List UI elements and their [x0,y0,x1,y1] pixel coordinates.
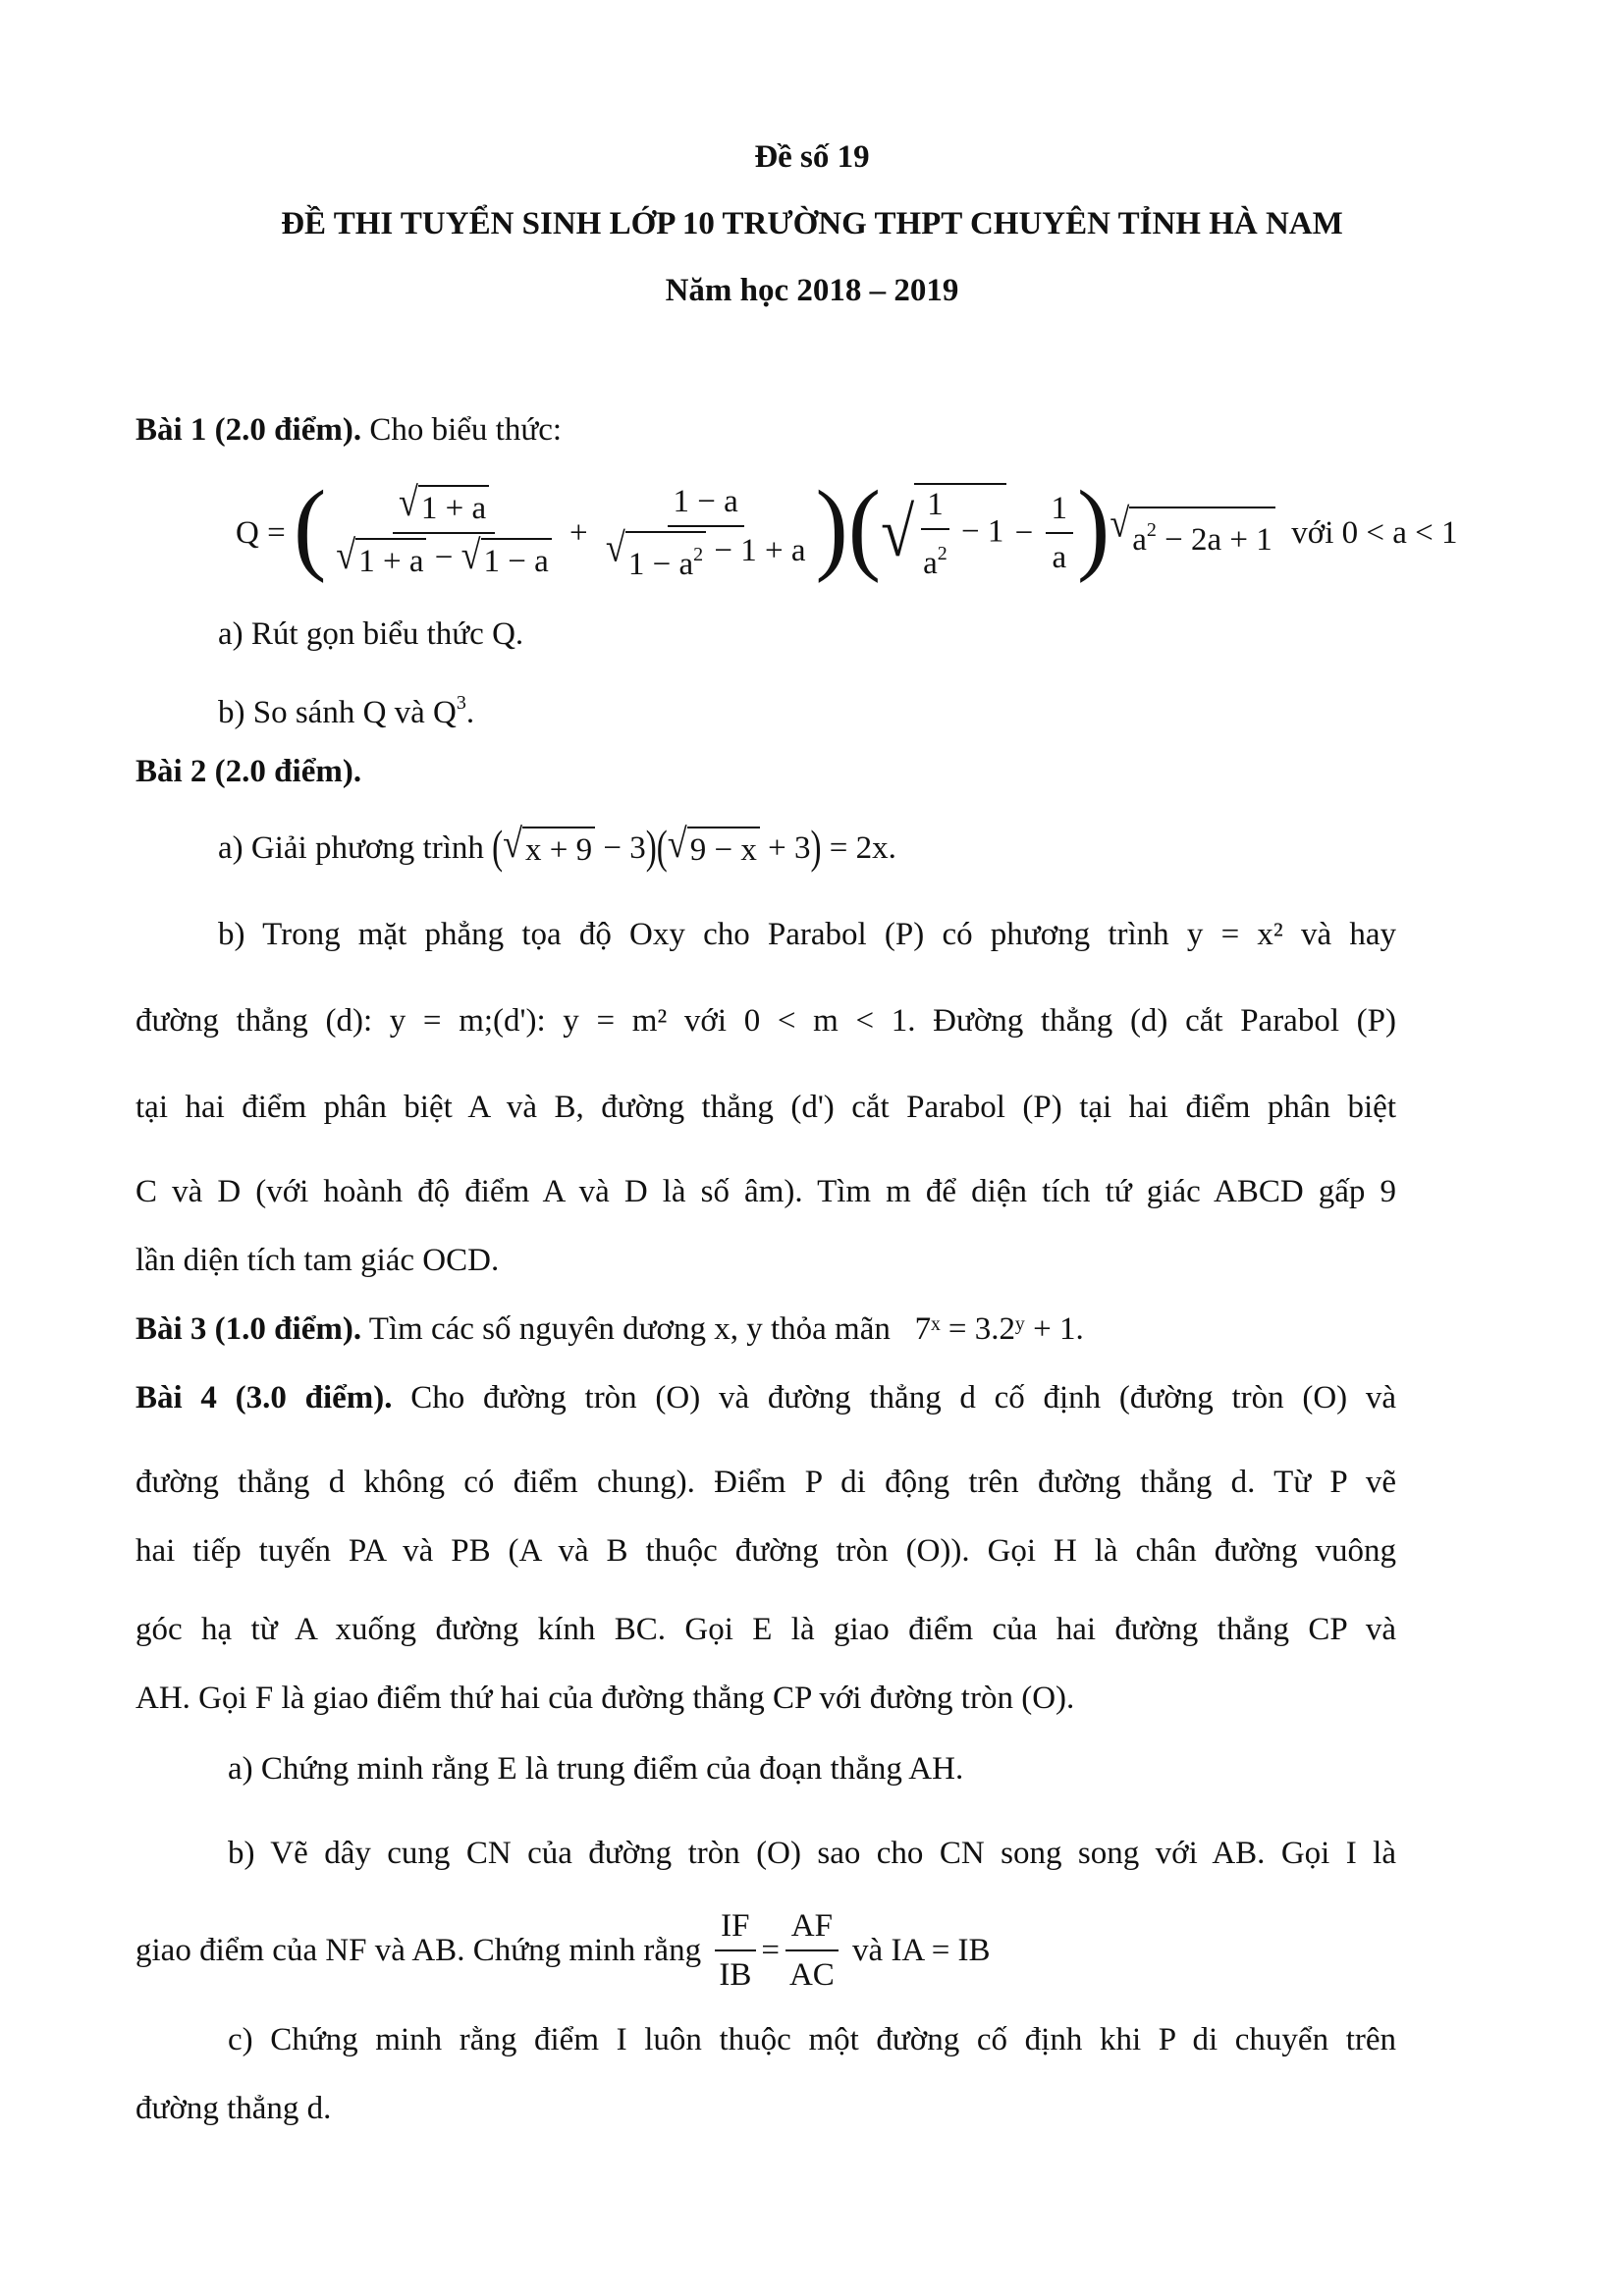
bai4-line5: AH. Gọi F là giao điểm thứ hai của đường thẳng CP với đường tròn (O). [135,1681,1075,1716]
school-year: Năm học 2018 – 2019 [665,273,959,308]
bai4-line3: hai tiếp tuyến PA và PB (A và B thuộc đường tròn (O)). Gọi H là chân đường vuông [135,1533,1396,1569]
exam-title: ĐỀ THI TUYỂN SINH LỚP 10 TRƯỜNG THPT CHUYÊN TỈNH HÀ NAM [281,206,1343,241]
bai1-part-b-end: . [465,695,475,730]
frac-if-ib [713,1906,757,1995]
q-frac-1: √ 1 + a √ 1 + a − √ 1 − a [330,485,558,581]
bai2-part-b-line4: C và D (với hoành độ điểm A và D là số âm). Tìm m để diện tích tứ giác ABCD gấp 9 [135,1174,1396,1209]
bai4-part-b-end: và IA = IB [852,1933,991,1968]
q-frac-2: 1 − a √ $1 - a^2$ − 1 + a [605,484,806,582]
bai3-text: Tìm các số nguyên dương x, y thỏa mãn [368,1311,891,1347]
bai1-heading-line [135,410,562,450]
bai1-heading: Bài 1 (2.0 điểm). [135,412,362,448]
frac1-num: IF [715,1906,755,1951]
bai4-l1-text: Cho đường tròn (O) và đường thẳng d cố định (đường tròn (O) và [410,1380,1397,1415]
bai4-line2: đường thẳng d không có điểm chung). Điểm P di động trên đường thẳng d. Từ P vẽ [135,1465,1396,1500]
bai1-part-b-sup: 3 [456,692,466,714]
bai1-intro: Cho biểu thức: [369,412,563,448]
bai4-part-b-l2-text: giao điểm của NF và AB. Chứng minh rằng [135,1933,702,1968]
bai2-part-b-line1: b) Trong mặt phẳng tọa độ Oxy cho Parabol (P) có phương trình y = x² và hay [218,917,1396,952]
bai2-part-b-line3: tại hai điểm phân biệt A và B, đường thẳng (d') cắt Parabol (P) tại hai điểm phân biệt [135,1090,1396,1125]
bai4-part-c-line1: c) Chứng minh rằng điểm I luôn thuộc một đường cố định khi P di chuyển trên [228,2022,1396,2057]
frac1-den: IB [719,1957,752,1993]
bai3-equation: 7ˣ = 3.2ʸ + 1. [914,1311,1084,1347]
bai4-line4: góc hạ từ A xuống đường kính BC. Gọi E là giao điểm của hai đường thẳng CP và [135,1612,1396,1647]
bai2-part-b-line5: lần diện tích tam giác OCD. [135,1243,500,1278]
bai4-part-b-line2: giao điểm của NF và AB. Chứng minh rằng $\frac{IF}{IB}$ = $\frac{AF}{AC}$ và IA = IB [135,1908,991,1993]
bai4-part-c-line2: đường thẳng d. [135,2091,332,2126]
frac2-den: AC [788,1957,835,1993]
q-label: Q [236,515,259,551]
bai4-part-a: a) Chứng minh rằng E là trung điểm của đoạn thẳng AH. [228,1751,964,1787]
bai2-part-b-line2: đường thẳng (d): y = m;(d'): y = m² với 0 < m < 1. Đường thẳng (d) cắt Parabol (P) [135,1003,1396,1039]
bai1-part-b-text: b) So sánh Q và Q [218,695,457,730]
frac2-num: AF [785,1906,839,1951]
bai4-line1 [135,1378,1396,1417]
exam-number: Đề số 19 [754,139,870,175]
bai2-part-a-text: a) Giải phương trình [218,830,484,866]
bai2-heading-text: Bài 2 (2.0 điểm). [135,754,362,789]
frac-af-ac [784,1906,840,1995]
bai2-part-a: a) Giải phương trình ( √ x + 9 − 3 ) ( √ 9 − x + 3 ) = 2x. [218,821,896,875]
q-formula: Q = ( √ 1 + a √ 1 + a − √ 1 − a + 1 − a √ $1 - a^2$ − 1 + a ) ( √ $\frac{1}{a^2}$ − 1 − $\frac{1}{a}$ ) √ $a^2 - 2a + 1$ với 0 < a < 1 [236,469,1458,584]
bai2-part-a-eq-end: = 2x. [829,830,896,866]
bai2-heading [135,752,361,791]
bai1-part-a: a) Rút gọn biểu thức Q. [218,616,524,652]
bai3-line [135,1309,1084,1349]
bai4-heading: Bài 4 (3.0 điểm). [135,1380,393,1415]
bai3-heading: Bài 3 (1.0 điểm). [135,1311,362,1347]
bai1-part-b [218,683,474,732]
bai4-part-b-line1: b) Vẽ dây cung CN của đường tròn (O) sao cho CN song song với AB. Gọi I là [228,1836,1396,1871]
q-condition: với 0 < a < 1 [1291,515,1458,551]
